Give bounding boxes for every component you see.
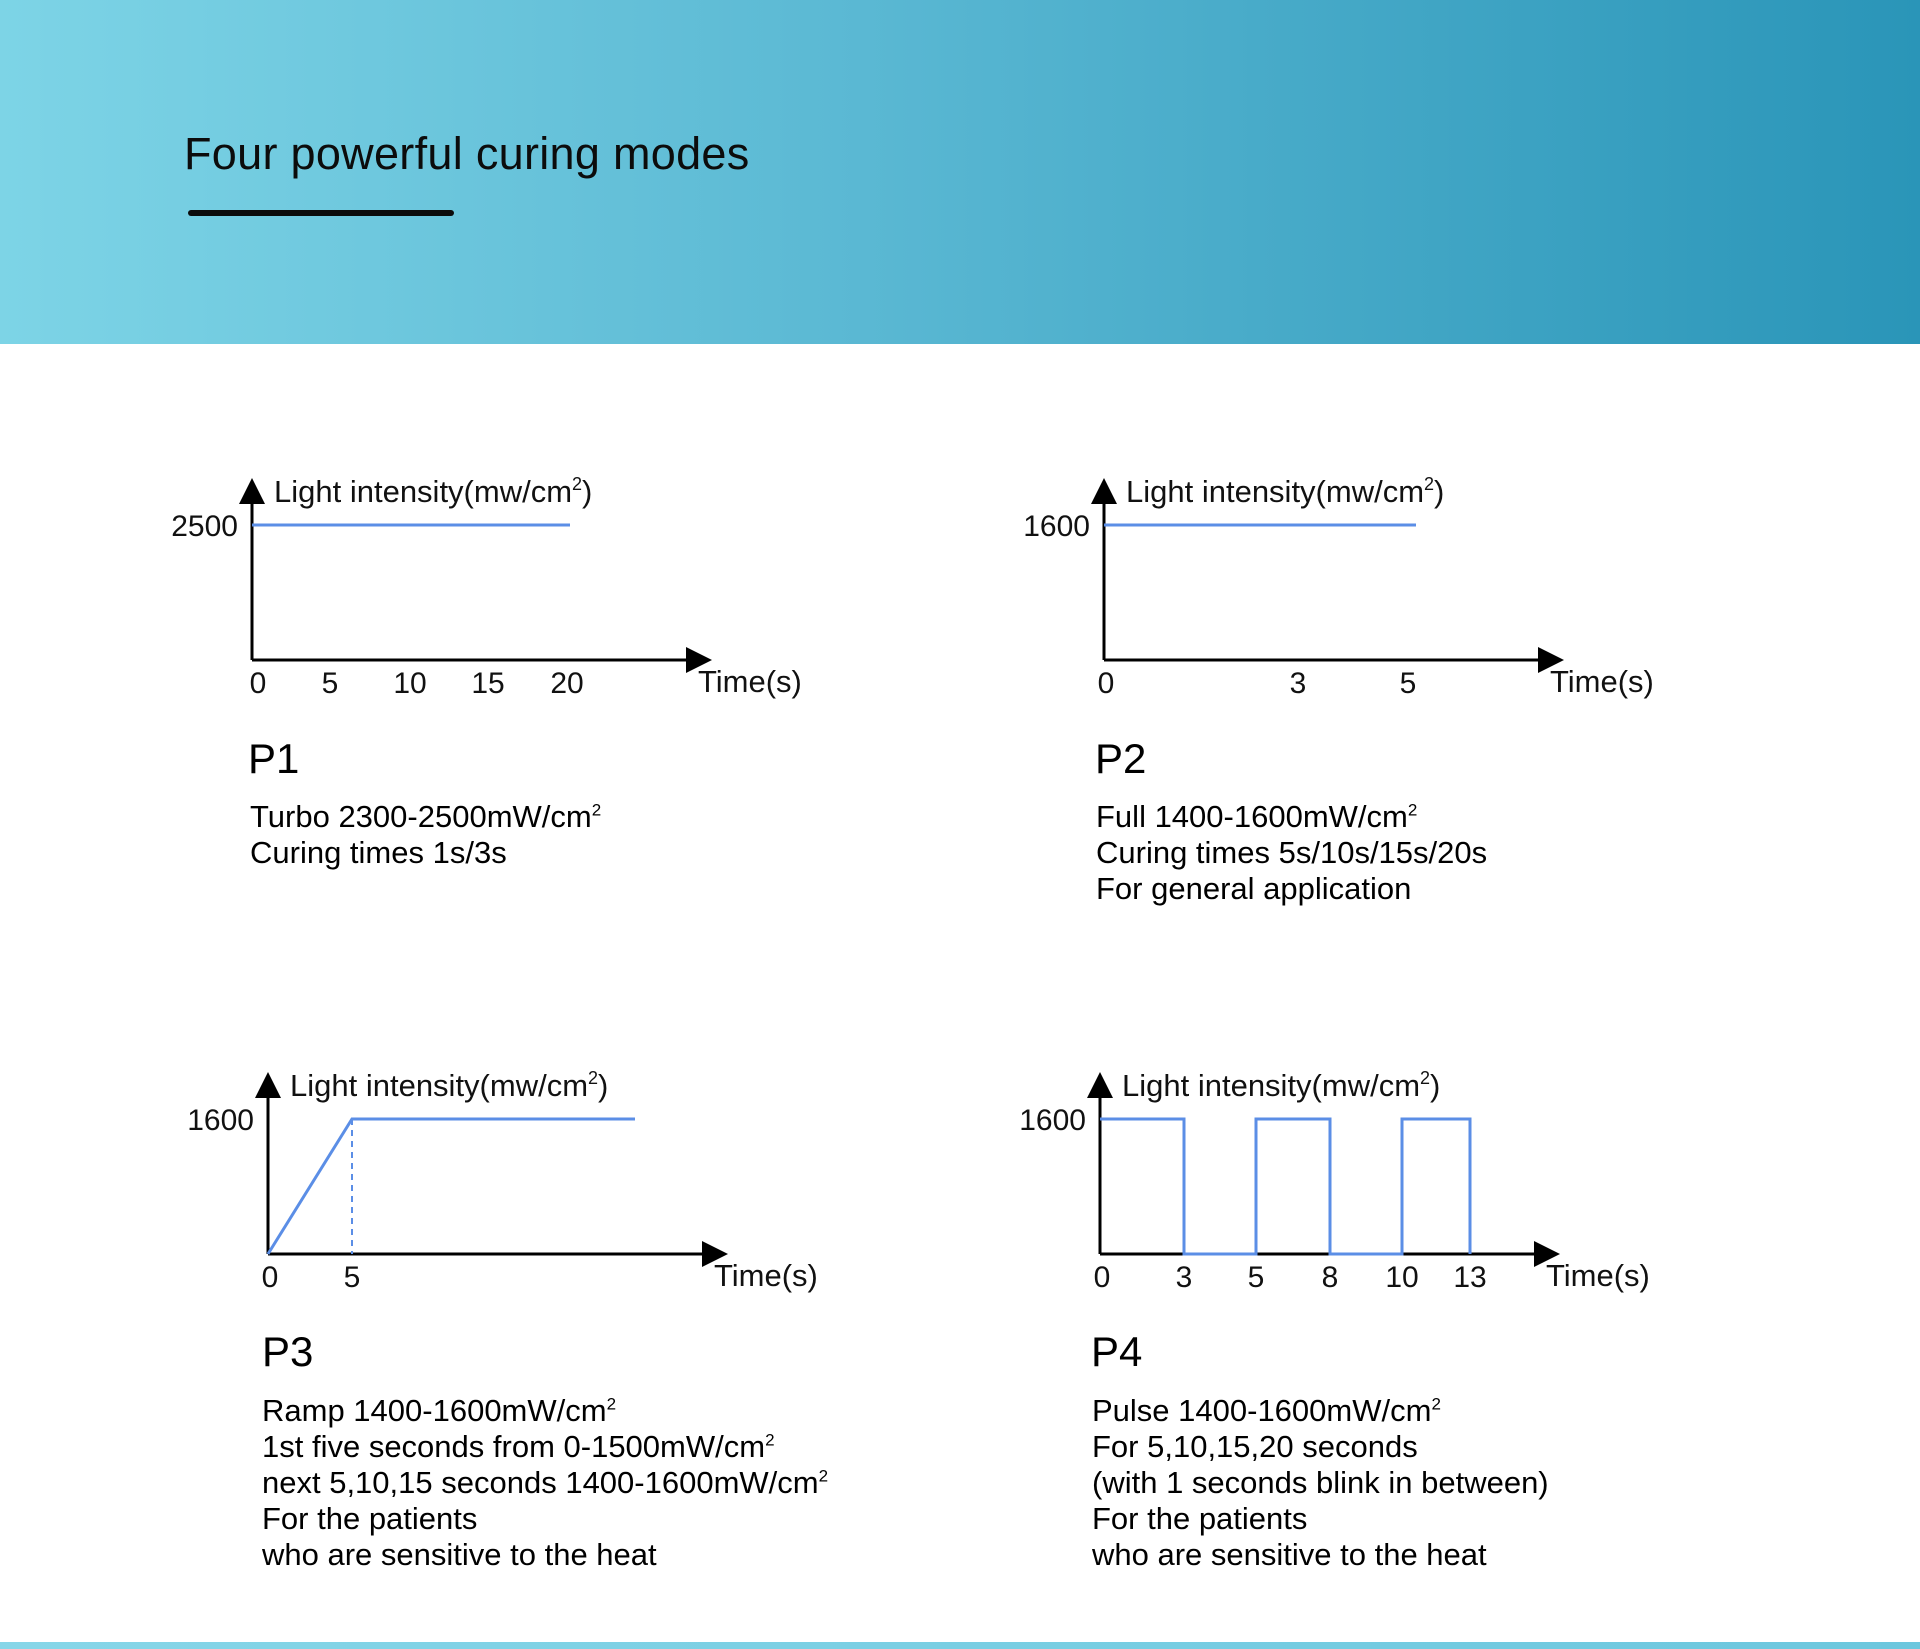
- y-axis-arrow: [1087, 1072, 1113, 1098]
- x-axis-label: Time(s): [698, 664, 802, 699]
- description-line: Curing times 1s/3s: [250, 835, 507, 870]
- x-tick-label: 20: [550, 667, 584, 700]
- y-tick-label: 1600: [1019, 1104, 1086, 1137]
- description-line: For the patients: [1092, 1501, 1308, 1536]
- description-line: Turbo $2300-2500mW/cm^2$: [250, 799, 602, 834]
- x-tick-label: 3: [1289, 667, 1307, 700]
- x-tick-label: 5: [343, 1261, 361, 1294]
- bottom-divider: [0, 1642, 1920, 1649]
- mode-title: P4: [1091, 1328, 1143, 1375]
- series-line-P4: [1100, 1119, 1470, 1254]
- mode-title: P3: [262, 1328, 314, 1375]
- description-line: Full $1400-1600mW/cm^2$: [1096, 799, 1418, 834]
- description-line: (with 1 seconds blink in between): [1092, 1465, 1549, 1500]
- y-tick-label: 1600: [187, 1104, 254, 1137]
- description-line: For general application: [1096, 871, 1412, 906]
- x-tick-label: 5: [1247, 1261, 1265, 1294]
- mode-title: P1: [248, 735, 300, 782]
- x-tick-label: 15: [471, 667, 505, 700]
- x-tick-label: 3: [1175, 1261, 1193, 1294]
- y-axis-label: Light $intensity(mw/cm^2)$: [1126, 474, 1445, 509]
- x-tick-label: 13: [1453, 1261, 1487, 1294]
- mode-description: [1092, 1393, 1549, 1573]
- y-tick-label: 1600: [1023, 510, 1090, 543]
- y-axis-label: Light $intensity(mw/cm^2)$: [290, 1068, 609, 1103]
- y-axis-label: Light $intensity(mw/cm^2)$: [274, 474, 593, 509]
- description-line: Ramp $1400-1600mW/cm^2$: [262, 1393, 617, 1428]
- description-line: Curing times 5s/10s/15s/20s: [1096, 835, 1488, 870]
- description-line: 1st five seconds from $0-1500mW/cm^2$: [262, 1429, 775, 1464]
- y-axis-label: Light $intensity(mw/cm^2)$: [1122, 1068, 1441, 1103]
- description-line: Pulse $1400-1600mW/cm^2$: [1092, 1393, 1441, 1428]
- description-line: For 5,10,15,20 seconds: [1092, 1429, 1418, 1464]
- description-line: next 5,10,15 seconds $1400-1600mW/cm^2$: [262, 1465, 829, 1500]
- x-axis-label: Time(s): [1546, 1258, 1650, 1293]
- x-tick-label: 0: [1097, 667, 1115, 700]
- x-axis-label: Time(s): [1550, 664, 1654, 699]
- description-line: who are sensitive to the heat: [1092, 1537, 1487, 1572]
- mode-title: P2: [1095, 735, 1147, 782]
- x-tick-label: 0: [249, 667, 267, 700]
- description-line: For the patients: [262, 1501, 478, 1536]
- page-title: Four powerful curing modes: [184, 128, 750, 179]
- x-tick-label: 0: [261, 1261, 279, 1294]
- x-tick-label: 8: [1321, 1261, 1339, 1294]
- x-tick-label: 5: [321, 667, 339, 700]
- x-tick-label: 0: [1093, 1261, 1111, 1294]
- x-tick-label: 10: [393, 667, 427, 700]
- description-line: who are sensitive to the heat: [262, 1537, 657, 1572]
- x-tick-label: 5: [1399, 667, 1417, 700]
- y-tick-label: 2500: [171, 510, 238, 543]
- x-axis-label: Time(s): [714, 1258, 818, 1293]
- x-tick-label: 10: [1385, 1261, 1419, 1294]
